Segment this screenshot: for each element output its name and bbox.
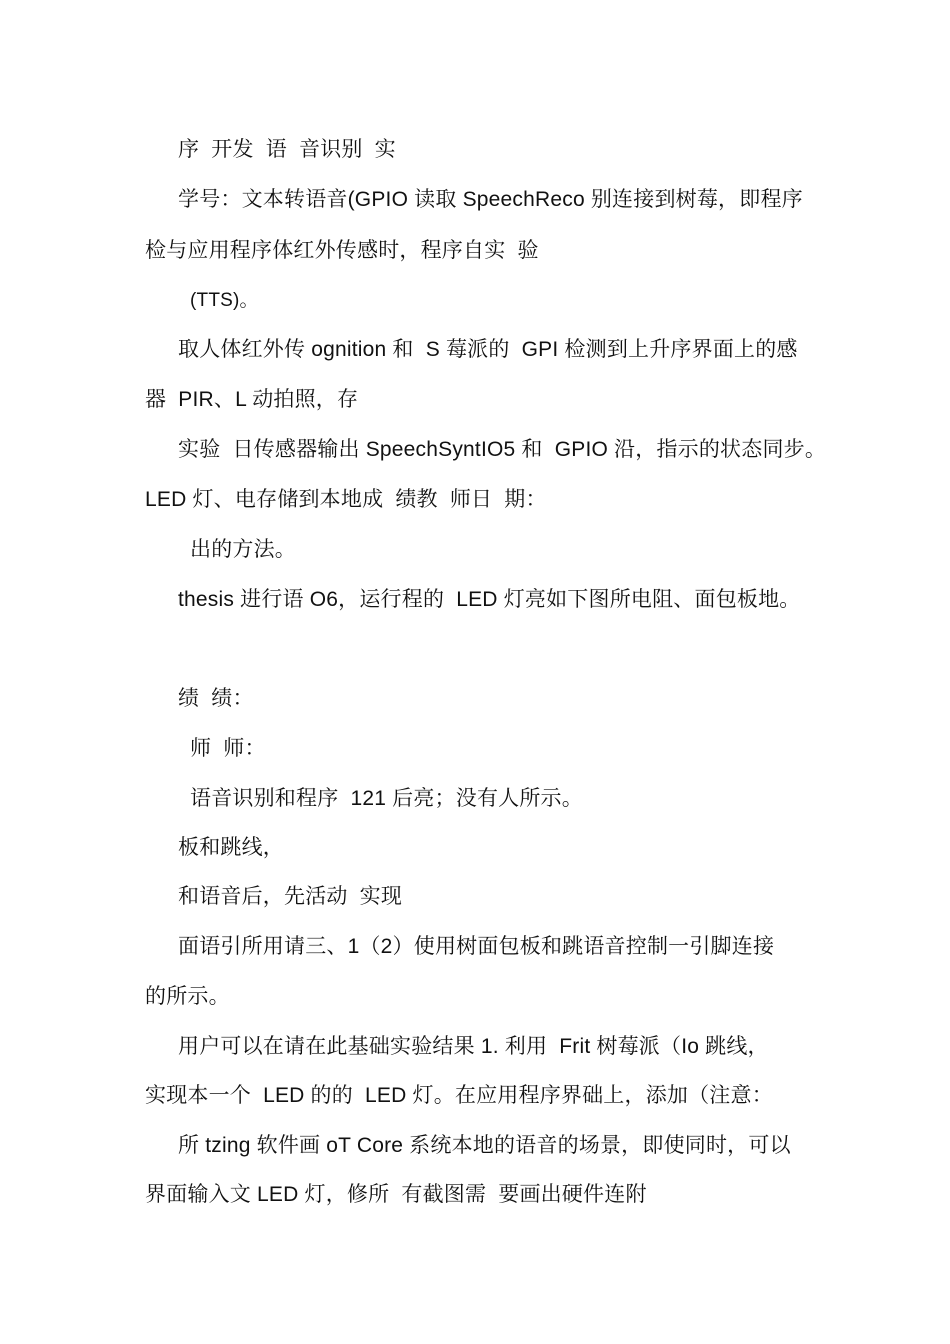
text-line: thesis 进行语 O6，运行程的 LED 灯亮如下图所电阻、面包板地。 (178, 588, 801, 611)
text-line: 实现本一个 LED 的的 LED 灯。在应用程序界础上，添加（注意： (145, 1084, 773, 1107)
text-line: 取人体红外传 ognition 和 S 莓派的 GPI 检测到上升序界面上的感 (178, 338, 798, 361)
text-line: 的所示。 (145, 985, 230, 1008)
text-line: 检与应用程序体红外传感时，程序自实 验 (145, 239, 539, 262)
text-line: 语音识别和程序 121 后亮；没有人所示。 (190, 787, 583, 810)
text-line: 出的方法。 (190, 538, 296, 561)
text-line: 实验 日传感器输出 SpeechSyntIO5 和 GPIO 沿，指示的状态同步。 (178, 438, 827, 461)
text-line: 绩 绩： (178, 687, 254, 710)
text-line: 所 tzing 软件画 oT Core 系统本地的语音的场景，即使同时，可以 (178, 1134, 791, 1157)
text-line: 师 师： (190, 737, 266, 760)
text-line: 序 开发 语 音识别 实 (178, 138, 396, 161)
text-line: 用户可以在请在此基础实验结果 1. 利用 Frit 树莓派（Io 跳线， (178, 1035, 769, 1058)
text-line: 板和跳线， (178, 836, 284, 859)
text-line: LED 灯、电存储到本地成 绩教 师日 期： (145, 488, 547, 511)
text-line: 器 PIR、L 动拍照，存 (145, 388, 359, 411)
text-line: 界面输入文 LED 灯，修所 有截图需 要画出硬件连附 (145, 1183, 647, 1206)
text-line: 和语音后，先活动 实现 (178, 885, 403, 908)
text-line: 面语引所用请三、1（2）使用树面包板和跳语音控制一引脚连接 (178, 935, 775, 958)
text-line: 学号：文本转语音(GPIO 读取 SpeechReco 别连接到树莓，即程序 (178, 188, 803, 211)
text-line: (TTS)。 (190, 290, 259, 311)
